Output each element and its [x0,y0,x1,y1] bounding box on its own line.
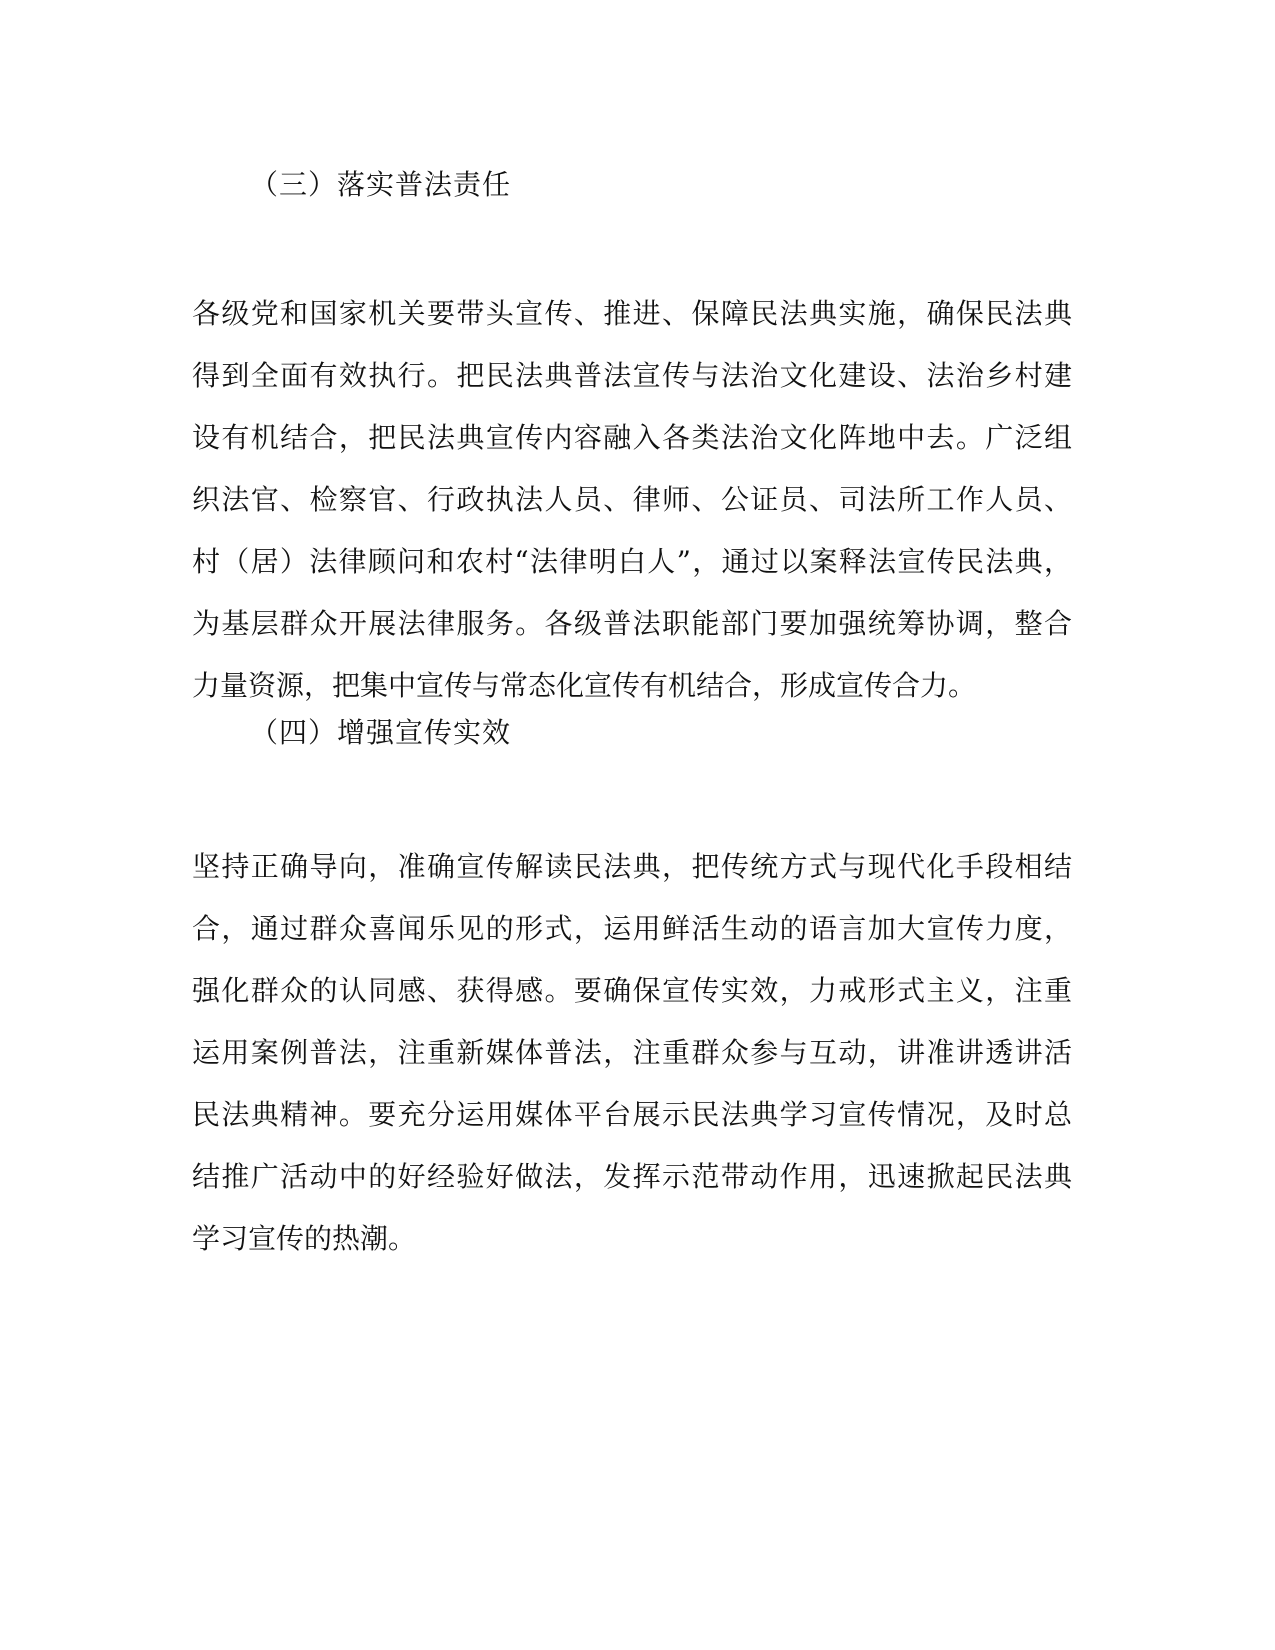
paragraph-line: 学习宣传的热潮。 [192,1222,417,1255]
paragraph-line: 得到全面有效执行。把民法典普法宣传与法治文化建设、法治乡村建 [192,359,1072,392]
paragraph-line: 为基层群众开展法律服务。各级普法职能部门要加强统筹协调，整合 [192,607,1072,640]
paragraph-line: 设有机结合，把民法典宣传内容融入各类法治文化阵地中去。广泛组 [192,421,1072,454]
paragraph-line: 强化群众的认同感、获得感。要确保宣传实效，力戒形式主义，注重 [192,974,1072,1007]
paragraph-line: 坚持正确导向，准确宣传解读民法典，把传统方式与现代化手段相结 [192,850,1072,883]
paragraph-line: 运用案例普法，注重新媒体普法，注重群众参与互动，讲准讲透讲活 [192,1036,1072,1069]
section-paragraph [192,283,1072,717]
paragraph-line: 织法官、检察官、行政执法人员、律师、公证员、司法所工作人员、 [192,483,1072,516]
paragraph-line: 合，通过群众喜闻乐见的形式，运用鲜活生动的语言加大宣传力度， [192,912,1072,945]
paragraph-line: 结推广活动中的好经验好做法，发挥示范带动作用，迅速掀起民法典 [192,1160,1072,1193]
paragraph-line: 各级党和国家机关要带头宣传、推进、保障民法典实施，确保民法典 [192,297,1072,330]
section-heading: （三）落实普法责任 [250,168,512,201]
paragraph-line: 村（居）法律顾问和农村“法律明白人”，通过以案释法宣传民法典， [192,545,1072,578]
section-paragraph [192,836,1072,1270]
section-heading: （四）增强宣传实效 [250,716,512,749]
paragraph-line: 力量资源，把集中宣传与常态化宣传有机结合，形成宣传合力。 [192,669,977,702]
paragraph-line: 民法典精神。要充分运用媒体平台展示民法典学习宣传情况，及时总 [192,1098,1072,1131]
